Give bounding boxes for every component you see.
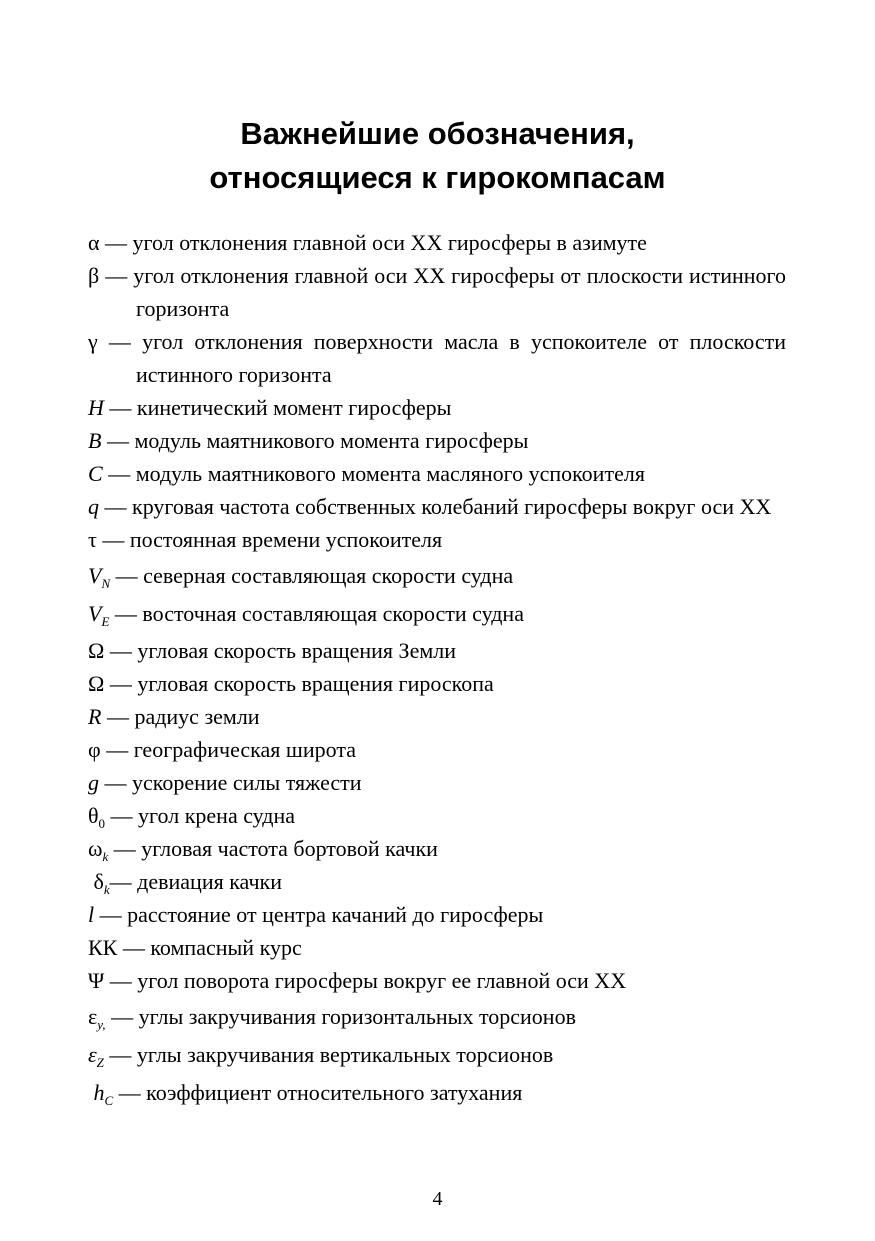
notation-description: — постоянная времени успокоителя (96, 527, 443, 552)
notation-symbol: Ω (88, 638, 105, 663)
notation-entry-theta (88, 799, 786, 832)
notation-entry-delta-k (88, 865, 786, 898)
notation-description: — расстояние от центра качаний до гиросферы (94, 902, 544, 927)
notation-symbol: φ (88, 737, 101, 762)
notation-subscript: k (102, 849, 109, 864)
notation-symbol: ε (88, 1004, 98, 1029)
notation-entry-kk (88, 931, 786, 964)
notation-entry-omega-gyro (88, 667, 786, 700)
notation-entry-epsilon-y (88, 999, 786, 1035)
notation-entry-omega-earth (88, 634, 786, 667)
notation-entry-phi (88, 733, 786, 766)
notation-symbol: h (93, 1080, 105, 1105)
notation-description: — угол отклонения главной оси XX гиросферы от плоскости истинного горизонта (99, 263, 786, 321)
notation-symbol: γ (88, 329, 98, 354)
notation-symbol: V (88, 601, 102, 626)
notation-description: — ускорение силы тяжести (99, 770, 362, 795)
notation-description: — коэффициент относительного затухания (113, 1080, 523, 1105)
notation-entry-r (88, 700, 786, 733)
notation-description: — угол поворота гиросферы вокруг ее главной оси XX (104, 968, 627, 993)
notation-entry-l (88, 898, 786, 931)
notation-entry-beta (88, 259, 786, 325)
notation-description: — угол крена судна (105, 803, 296, 828)
notation-subscript: k (103, 882, 110, 897)
notation-symbol: ω (88, 836, 103, 861)
notation-symbol: q (88, 494, 99, 519)
notation-symbol: l (88, 902, 95, 927)
notation-entry-h-kinetic (88, 391, 786, 424)
page-title (0, 112, 875, 200)
notation-description: — модуль маятникового момента гиросферы (101, 428, 529, 453)
notation-description: — географическая широта (100, 737, 356, 762)
notation-symbol: ε (88, 1042, 97, 1067)
title-line-2: относящиеся к гирокомпасам (209, 160, 666, 195)
notation-symbol: g (88, 770, 99, 795)
notation-symbol: C (88, 461, 103, 486)
notation-description: — компасный курс (117, 935, 302, 960)
notation-entry-q (88, 490, 786, 523)
notation-symbol: α (88, 230, 100, 255)
notation-subscript: C (104, 1093, 114, 1108)
notation-entry-ve (88, 596, 786, 632)
notation-symbol: B (88, 428, 102, 453)
page-number: 4 (432, 1188, 443, 1210)
notation-subscript: Z (96, 1055, 104, 1070)
notation-entry-b (88, 424, 786, 457)
notation-subscript: E (101, 614, 110, 629)
notation-list (88, 226, 786, 1113)
notation-entry-psi (88, 964, 786, 997)
notation-description: — модуль маятникового момента масляного успокоителя (102, 461, 645, 486)
notation-subscript: 0 (98, 816, 106, 831)
notation-description: — угловая скорость вращения Земли (104, 638, 457, 663)
notation-description: — угол отклонения поверхности масла в успокоителе от плоскости истинного горизонта (97, 329, 786, 387)
notation-symbol: θ (88, 803, 99, 828)
notation-entry-omega-k (88, 832, 786, 865)
notation-entry-vn (88, 558, 786, 594)
notation-symbol: V (88, 563, 102, 588)
notation-symbol: R (88, 704, 102, 729)
notation-entry-alpha (88, 226, 786, 259)
notation-description: — восточная составляющая скорости судна (109, 601, 524, 626)
notation-description: — углы закручивания вертикальных торсионов (103, 1042, 554, 1067)
notation-description: — кинетический момент гиросферы (103, 395, 452, 420)
notation-subscript: y, (97, 1017, 106, 1032)
notation-symbol: δ (93, 869, 104, 894)
notation-description: — радиус земли (101, 704, 260, 729)
notation-entry-h-damping (88, 1075, 786, 1111)
notation-description: — угловая частота бортовой качки (108, 836, 438, 861)
notation-entry-tau (88, 523, 786, 556)
notation-entry-g (88, 766, 786, 799)
notation-entry-gamma (88, 325, 786, 391)
title-line-1: Важнейшие обозначения, (240, 116, 635, 151)
notation-description: — угловая скорость вращения гироскопа (104, 671, 494, 696)
notation-description: — угол отклонения главной оси XX гиросферы в азимуте (99, 230, 647, 255)
notation-symbol: β (88, 263, 100, 288)
notation-description: — северная составляющая скорости судна (110, 563, 514, 588)
notation-symbol: Ψ (88, 968, 105, 993)
notation-symbol: Ω (88, 671, 105, 696)
notation-symbol: H (88, 395, 104, 420)
notation-symbol: КК (88, 935, 118, 960)
notation-subscript: N (101, 576, 111, 591)
notation-entry-epsilon-z (88, 1037, 786, 1073)
notation-description: — девиация качки (109, 869, 282, 894)
notation-description: — углы закручивания горизонтальных торсионов (105, 1004, 576, 1029)
notation-description: — круговая частота собственных колебаний гиросферы вокруг оси XX (99, 494, 772, 519)
notation-symbol: τ (88, 527, 97, 552)
notation-entry-c (88, 457, 786, 490)
